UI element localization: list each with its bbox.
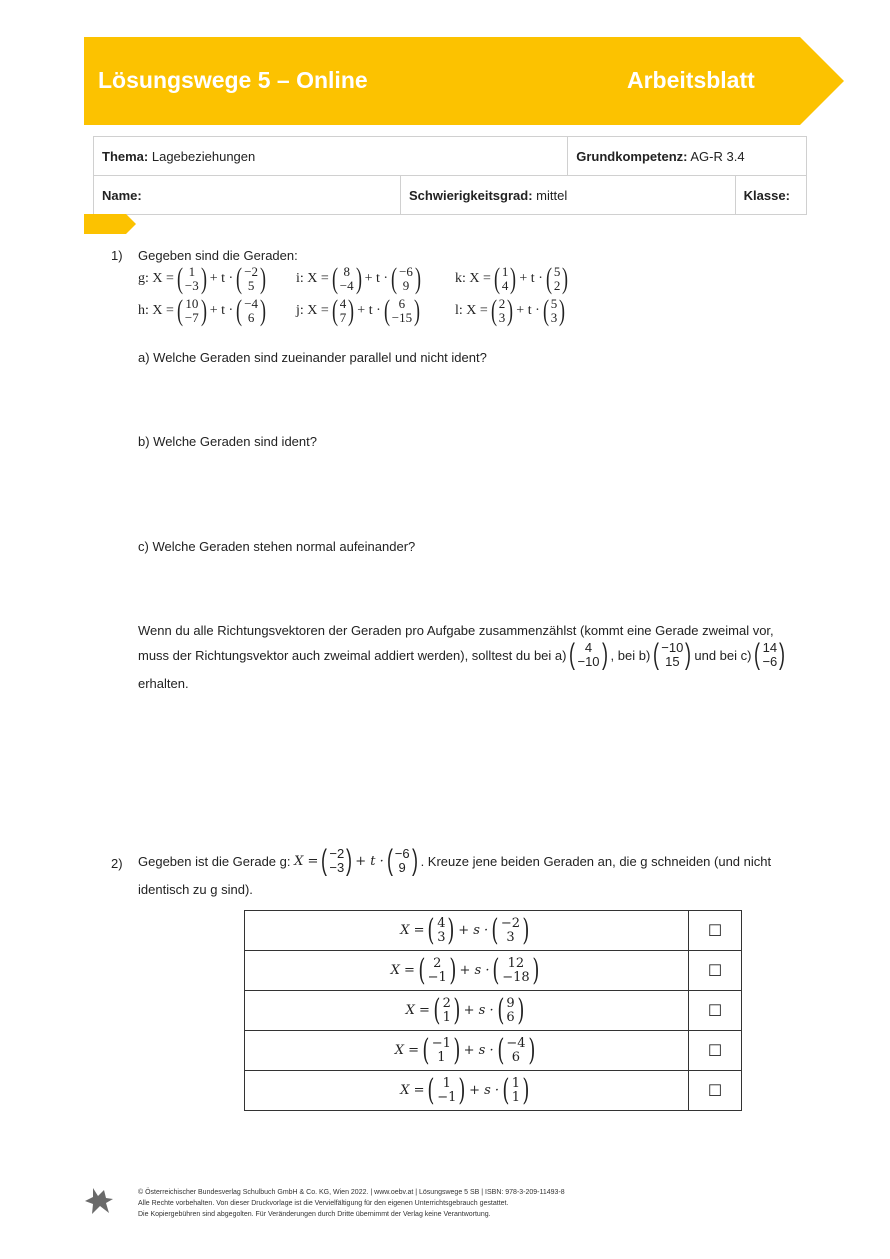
vector-component: −2 bbox=[244, 264, 259, 279]
publisher-logo bbox=[84, 1186, 114, 1216]
task2-number: 2) bbox=[111, 856, 123, 871]
vector-component: 1 bbox=[511, 1089, 521, 1105]
x-eq: X = bbox=[405, 1003, 430, 1018]
line-equation bbox=[138, 296, 269, 326]
vector-components bbox=[577, 641, 599, 669]
vector-component: 5 bbox=[247, 278, 255, 293]
option-point-vector: ( 4 3 ) bbox=[427, 912, 455, 948]
vector-component: 9 bbox=[398, 860, 406, 875]
vector-components bbox=[443, 997, 451, 1025]
choice-equation bbox=[390, 952, 543, 988]
vector-components bbox=[502, 265, 509, 293]
plus-t: + t · bbox=[364, 271, 389, 286]
vector-component: −1 bbox=[427, 969, 447, 985]
vector-component: 6 bbox=[247, 310, 255, 325]
line-label: i: X = bbox=[296, 271, 329, 286]
info-table bbox=[93, 136, 807, 215]
option-direction-vector: ( 1 1 ) bbox=[502, 1072, 530, 1108]
vector-component: 5 bbox=[553, 264, 561, 279]
hint-text-b: , bei b) bbox=[610, 647, 651, 663]
choice-row bbox=[245, 1031, 742, 1071]
competence-value: AG-R 3.4 bbox=[690, 148, 745, 164]
vector-component: −2 bbox=[500, 915, 521, 931]
vector-components bbox=[502, 957, 529, 985]
task1-number: 1) bbox=[111, 248, 123, 263]
line-label: h: X = bbox=[138, 303, 174, 318]
plus-s: + s · bbox=[463, 1043, 494, 1058]
point-vector: ( 2 3 ) bbox=[490, 294, 514, 327]
choice-equation-cell bbox=[245, 911, 689, 951]
vector-components bbox=[244, 265, 258, 293]
direction-vector: ( 6 −15 ) bbox=[383, 294, 421, 327]
task2-intro-line2: identisch zu g sind). bbox=[138, 882, 253, 897]
direction-vector: ( −4 6 ) bbox=[236, 294, 267, 327]
vector-component: 4 bbox=[584, 640, 593, 655]
line-label: g: X = bbox=[138, 271, 174, 286]
vector-component: 4 bbox=[437, 915, 446, 931]
vector-component: 6 bbox=[511, 1049, 521, 1065]
vector-component: −6 bbox=[762, 654, 778, 669]
footer-line3: Die Kopiergebühren sind abgegolten. Für Veränderungen durch Dritte übernimmt der Verlag keine Verantwortung. bbox=[138, 1211, 491, 1218]
option-point-vector: ( 2 −1 ) bbox=[418, 952, 457, 988]
line-label: k: X = bbox=[455, 271, 491, 286]
choice-equation bbox=[405, 992, 528, 1028]
vector-component: 1 bbox=[501, 264, 509, 279]
task2-g-point: ( −2 −3 ) bbox=[321, 844, 353, 877]
vector-components bbox=[762, 641, 777, 669]
option-checkbox[interactable]: ☐ bbox=[689, 911, 742, 951]
option-point-vector: ( 2 1 ) bbox=[433, 992, 461, 1028]
plus-s: + s · bbox=[459, 963, 490, 978]
choice-equation-cell bbox=[245, 991, 689, 1031]
point-vector: ( 1 4 ) bbox=[493, 262, 517, 295]
task2-intro-b: . Kreuze jene beiden Geraden an, die g schneiden (und nicht bbox=[420, 853, 772, 869]
vector-component: 6 bbox=[506, 1009, 515, 1025]
vector-component: −3 bbox=[329, 860, 345, 875]
vector-components bbox=[329, 847, 344, 875]
vector-component: −2 bbox=[329, 846, 345, 861]
vector-components bbox=[428, 957, 447, 985]
task1-question-a: a) Welche Geraden sind zueinander parallel und nicht ident? bbox=[138, 350, 487, 365]
footer bbox=[138, 1187, 565, 1220]
vector-components bbox=[244, 297, 258, 325]
plus-s: + s · bbox=[469, 1083, 500, 1098]
choice-equation-cell bbox=[245, 1071, 689, 1111]
line-equation bbox=[455, 264, 571, 294]
choice-row bbox=[245, 951, 742, 991]
line-equation bbox=[296, 264, 424, 294]
plus-t: + t · bbox=[209, 303, 234, 318]
difficulty-value: mittel bbox=[536, 187, 568, 203]
choice-row bbox=[245, 1071, 742, 1111]
choice-equation-cell bbox=[245, 1031, 689, 1071]
name-cell[interactable] bbox=[94, 176, 401, 215]
x-eq: X = bbox=[394, 1043, 420, 1058]
task1-question-b: b) Welche Geraden sind ident? bbox=[138, 434, 317, 449]
x-eq: X = bbox=[400, 923, 425, 938]
class-label: Klasse: bbox=[743, 187, 790, 203]
vector-component: −18 bbox=[502, 969, 530, 985]
difficulty-cell bbox=[401, 176, 736, 215]
hint-text-c: und bei c) bbox=[694, 647, 752, 663]
vector-component: −6 bbox=[394, 846, 410, 861]
line-label: j: X = bbox=[296, 303, 329, 318]
choice-equation bbox=[400, 1072, 533, 1108]
vector-component: 15 bbox=[665, 654, 680, 669]
difficulty-label: Schwierigkeitsgrad: bbox=[409, 187, 533, 203]
vector-component: 10 bbox=[185, 296, 199, 311]
direction-vector: ( −2 5 ) bbox=[236, 262, 267, 295]
topic-cell bbox=[94, 137, 568, 176]
task2-intro-line1 bbox=[138, 846, 771, 876]
header-title: Lösungswege 5 – Online bbox=[98, 67, 368, 93]
vector-components bbox=[185, 265, 199, 293]
vector-component: 1 bbox=[442, 1009, 451, 1025]
header-worksheet-label: Arbeitsblatt bbox=[627, 67, 755, 93]
vector-component: 5 bbox=[550, 296, 558, 311]
task1-hint-line1: Wenn du alle Richtungsvektoren der Geraden pro Aufgabe zusammenzählst (kommt eine Gerade zweimal vor, bbox=[138, 623, 774, 638]
class-cell[interactable] bbox=[735, 176, 806, 215]
choice-row bbox=[245, 991, 742, 1031]
name-label: Name: bbox=[102, 187, 142, 203]
vector-component: 2 bbox=[433, 955, 442, 971]
option-checkbox[interactable]: ☐ bbox=[689, 1071, 742, 1111]
line-equation bbox=[138, 264, 269, 294]
task2-g-direction: ( −6 9 ) bbox=[386, 844, 418, 877]
direction-vector: ( −6 9 ) bbox=[391, 262, 421, 295]
vector-component: 3 bbox=[506, 929, 515, 945]
vector-component: 1 bbox=[442, 1075, 451, 1091]
vector-component: 9 bbox=[506, 995, 515, 1011]
hint-vector-c: ( 14 −6 ) bbox=[754, 638, 786, 671]
vector-component: −3 bbox=[184, 278, 199, 293]
hint-vector-a: ( 4 −10 ) bbox=[569, 638, 608, 671]
vector-components bbox=[392, 297, 412, 325]
vector-components bbox=[499, 297, 506, 325]
choice-equation bbox=[400, 912, 533, 948]
vector-components bbox=[340, 265, 354, 293]
plus-s: + s · bbox=[458, 923, 489, 938]
yellow-tab-marker bbox=[84, 214, 136, 234]
point-vector: ( 4 7 ) bbox=[331, 294, 355, 327]
competence-label: Grundkompetenz: bbox=[576, 148, 688, 164]
option-point-vector: ( −1 1 ) bbox=[422, 1032, 461, 1068]
vector-component: 4 bbox=[501, 278, 509, 293]
plus-t: + t · bbox=[209, 271, 234, 286]
vector-components bbox=[551, 297, 558, 325]
footer-line2: Alle Rechte vorbehalten. Von dieser Druckvorlage ist die Vervielfältigung für den eigenen Unterrichtsgebrauch gestattet. bbox=[138, 1200, 509, 1207]
point-vector: ( 8 −4 ) bbox=[331, 262, 362, 295]
point-vector: ( 10 −7 ) bbox=[176, 294, 207, 327]
vector-component: −15 bbox=[391, 310, 413, 325]
vector-components bbox=[437, 1077, 456, 1105]
vector-components bbox=[501, 917, 520, 945]
vector-component: 14 bbox=[762, 640, 778, 655]
vector-component: 3 bbox=[498, 310, 506, 325]
vector-components bbox=[512, 1077, 520, 1105]
vector-components bbox=[432, 1037, 451, 1065]
vector-component: 7 bbox=[339, 310, 347, 325]
plus-t: + t · bbox=[357, 303, 381, 318]
vector-components bbox=[506, 1037, 525, 1065]
competence-cell bbox=[568, 137, 807, 176]
vector-component: 6 bbox=[398, 296, 406, 311]
vector-components bbox=[395, 847, 410, 875]
vector-components bbox=[506, 997, 514, 1025]
vector-component: −4 bbox=[339, 278, 354, 293]
vector-component: 2 bbox=[442, 995, 451, 1011]
hint-text-a: muss der Richtungsvektor auch zweimal addiert werden), solltest du bei a) bbox=[138, 647, 567, 663]
vector-component: 1 bbox=[437, 1049, 446, 1065]
task1-question-c: c) Welche Geraden stehen normal aufeinander? bbox=[138, 539, 416, 554]
option-checkbox[interactable]: ☐ bbox=[689, 991, 742, 1031]
task2-intro-a: Gegeben ist die Gerade g: bbox=[138, 853, 291, 869]
option-checkbox[interactable]: ☐ bbox=[689, 1031, 742, 1071]
option-direction-vector: ( 12 −18 ) bbox=[492, 952, 540, 988]
direction-vector: ( 5 3 ) bbox=[542, 294, 566, 327]
vector-component: 2 bbox=[553, 278, 561, 293]
x-eq: X = bbox=[390, 963, 415, 978]
vector-component: −6 bbox=[399, 264, 413, 279]
direction-vector: ( 5 2 ) bbox=[545, 262, 569, 295]
task2-plus-t: + t · bbox=[355, 853, 384, 869]
plus-t: + t · bbox=[516, 303, 540, 318]
vector-component: −1 bbox=[431, 1035, 451, 1051]
choice-equation-cell bbox=[245, 951, 689, 991]
choice-equation bbox=[394, 1032, 538, 1068]
vector-component: 8 bbox=[343, 264, 350, 279]
vector-components bbox=[554, 265, 561, 293]
vector-components bbox=[437, 917, 445, 945]
x-eq: X = bbox=[400, 1083, 425, 1098]
vector-component: −10 bbox=[577, 654, 600, 669]
plus-s: + s · bbox=[463, 1003, 494, 1018]
vector-component: 9 bbox=[402, 278, 410, 293]
task1-intro: Gegeben sind die Geraden: bbox=[138, 248, 298, 263]
vector-component: 12 bbox=[507, 955, 525, 971]
topic-value: Lagebeziehungen bbox=[151, 148, 256, 164]
option-direction-vector: ( 9 6 ) bbox=[496, 992, 524, 1028]
vector-component: 3 bbox=[437, 929, 446, 945]
vector-component: −4 bbox=[244, 296, 259, 311]
vector-component: −7 bbox=[184, 310, 199, 325]
choice-row bbox=[245, 911, 742, 951]
option-direction-vector: ( −4 6 ) bbox=[496, 1032, 535, 1068]
task1-hint-line2 bbox=[138, 640, 788, 670]
vector-components bbox=[661, 641, 683, 669]
option-point-vector: ( 1 −1 ) bbox=[427, 1072, 466, 1108]
vector-component: 3 bbox=[550, 310, 558, 325]
vector-components bbox=[185, 297, 199, 325]
vector-component: −1 bbox=[437, 1089, 457, 1105]
hint-vector-b: ( −10 15 ) bbox=[653, 638, 692, 671]
line-equation bbox=[455, 296, 568, 326]
vector-component: 1 bbox=[188, 264, 196, 279]
vector-component: 2 bbox=[498, 296, 506, 311]
option-direction-vector: ( −2 3 ) bbox=[491, 912, 530, 948]
plus-t: + t · bbox=[519, 271, 543, 286]
line-equation bbox=[296, 296, 423, 326]
header-banner bbox=[84, 37, 844, 125]
vector-components bbox=[399, 265, 413, 293]
line-label: l: X = bbox=[455, 303, 488, 318]
vector-component: −10 bbox=[661, 640, 684, 655]
vector-component: 4 bbox=[339, 296, 347, 311]
choice-table bbox=[244, 910, 742, 1111]
footer-line1: © Österreichischer Bundesverlag Schulbuch GmbH & Co. KG, Wien 2022. | www.oebv.at | Lösungswege 5 SB | ISBN: 978-3-209-11493-8 bbox=[138, 1189, 565, 1196]
topic-label: Thema: bbox=[102, 148, 149, 164]
option-checkbox[interactable]: ☐ bbox=[689, 951, 742, 991]
task1-hint-line3: erhalten. bbox=[138, 676, 189, 691]
vector-component: −4 bbox=[506, 1035, 526, 1051]
point-vector: ( 1 −3 ) bbox=[176, 262, 207, 295]
vector-components bbox=[340, 297, 347, 325]
task2-x-eq: X = bbox=[294, 853, 319, 869]
vector-component: 1 bbox=[511, 1075, 521, 1091]
